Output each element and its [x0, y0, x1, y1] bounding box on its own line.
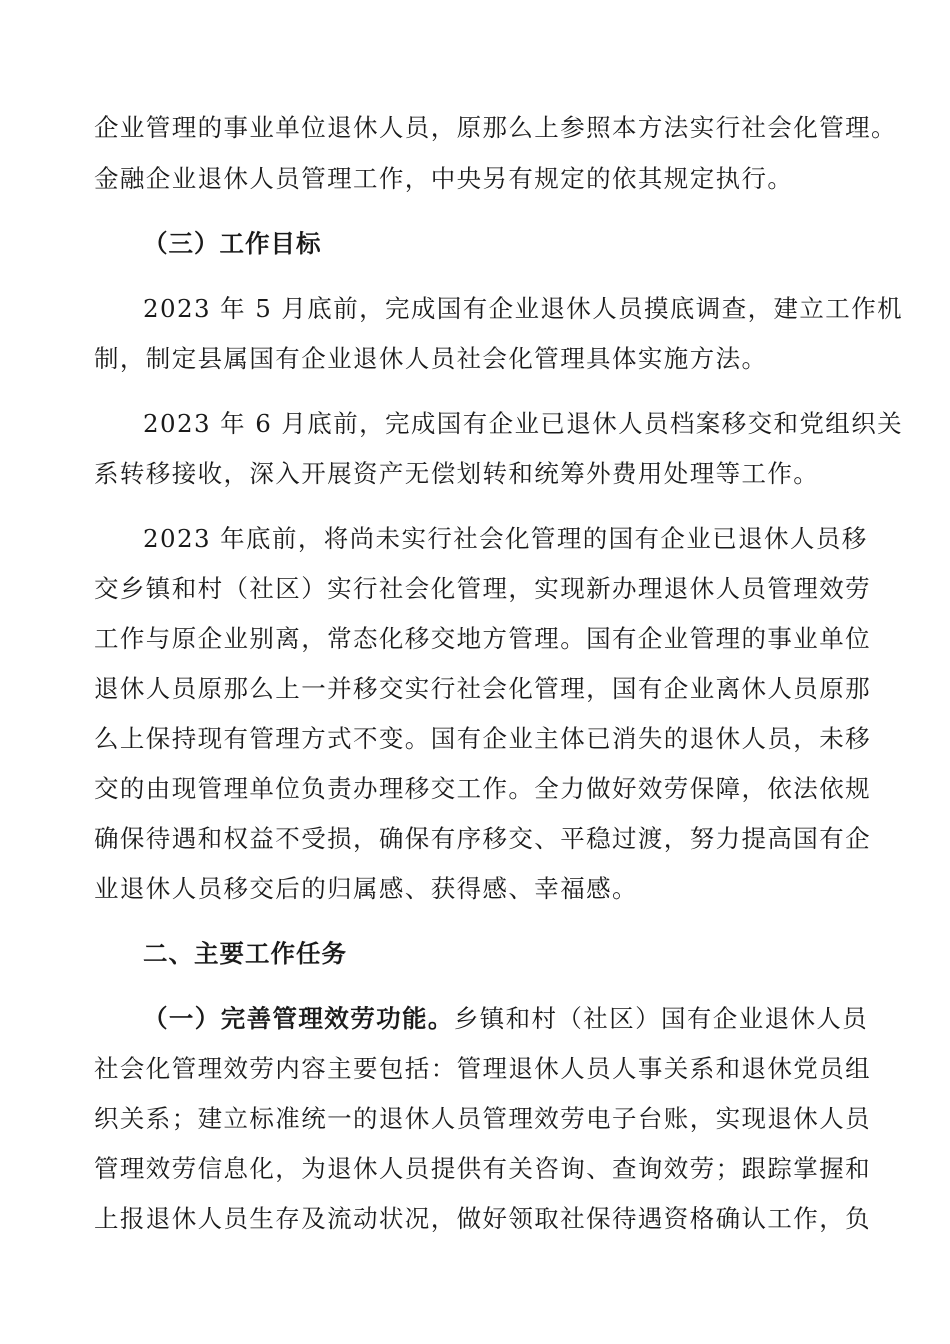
paragraph-4-line-5: 么上保持现有管理方式不变。国有企业主体已消失的退休人员，未移	[94, 724, 871, 753]
paragraph-4-line-7: 确保待遇和权益不受损，确保有序移交、平稳过渡，努力提高国有企	[94, 824, 871, 853]
paragraph-1-line-2: 金融企业退休人员管理工作，中央另有规定的依其规定执行。	[94, 164, 794, 193]
paragraph-4-line-4: 退休人员原那么上一并移交实行社会化管理，国有企业离休人员原那	[94, 674, 871, 703]
paragraph-5-line-1	[143, 1002, 913, 1036]
paragraph-4-line-6: 交的由现管理单位负责办理移交工作。全力做好效劳保障，依法依规	[94, 774, 871, 803]
paragraph-4-line-2: 交乡镇和村（社区）实行社会化管理，实现新办理退休人员管理效劳	[94, 574, 871, 603]
paragraph-5-line-5: 上报退休人员生存及流动状况，做好领取社保待遇资格确认工作，负	[94, 1204, 871, 1233]
paragraph-5-line-1-rest: 乡镇和村（社区）国有企业退休人员	[453, 1004, 869, 1033]
paragraph-5-lead-bold: （一）完善管理效劳功能。	[143, 1004, 454, 1033]
section-heading-work-goals: （三）工作目标	[143, 229, 322, 258]
section-heading-main-tasks: 二、主要工作任务	[143, 939, 347, 968]
paragraph-4-line-1: 2023 年底前，将尚未实行社会化管理的国有企业已退休人员移	[143, 524, 868, 553]
paragraph-2-line-2: 制，制定县属国有企业退休人员社会化管理具体实施方法。	[94, 344, 768, 373]
paragraph-5-line-2: 社会化管理效劳内容主要包括：管理退休人员人事关系和退休党员组	[94, 1054, 871, 1083]
paragraph-1-line-1: 企业管理的事业单位退休人员，原那么上参照本方法实行社会化管理。	[94, 113, 897, 142]
paragraph-2-line-1: 2023 年 5 月底前，完成国有企业退休人员摸底调查，建立工作机	[143, 294, 903, 323]
paragraph-3-line-2: 系转移接收，深入开展资产无偿划转和统筹外费用处理等工作。	[94, 459, 820, 488]
paragraph-4-line-3: 工作与原企业别离，常态化移交地方管理。国有企业管理的事业单位	[94, 624, 871, 653]
paragraph-4-line-8: 业退休人员移交后的归属感、获得感、幸福感。	[94, 874, 638, 903]
paragraph-3-line-1: 2023 年 6 月底前，完成国有企业已退休人员档案移交和党组织关	[143, 409, 903, 438]
paragraph-5-line-4: 管理效劳信息化，为退休人员提供有关咨询、查询效劳；跟踪掌握和	[94, 1154, 871, 1183]
paragraph-5-line-3: 织关系；建立标准统一的退休人员管理效劳电子台账，实现退休人员	[94, 1104, 871, 1133]
